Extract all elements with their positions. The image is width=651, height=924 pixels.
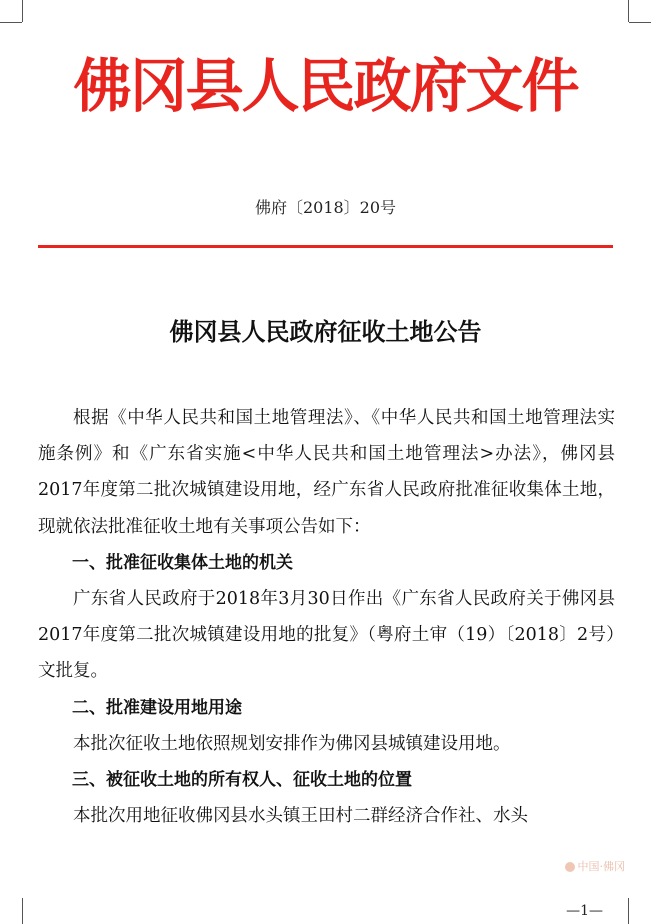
notice-body: [38, 400, 615, 834]
document-header-title: 佛冈县人民政府文件: [73, 52, 578, 120]
section-heading-approval-authority: 一、批准征收集体土地的机关: [72, 552, 293, 573]
crop-mark-bottom-left: [22, 898, 23, 924]
document-number: 佛府〔2018〕20号: [254, 198, 397, 217]
crop-mark-top-left-horizontal: [0, 22, 22, 23]
crop-mark-top-left-vertical: [22, 0, 23, 22]
approval-paragraph: 广东省人民政府于2018年3月30日作出《广东省人民政府关于佛冈县2017年度第二批次城镇建设用地的批复》（粤府土审（19）〔2018〕2号）文批复。: [38, 589, 615, 682]
crop-mark-bottom-right: [628, 898, 629, 924]
intro-paragraph: 根据《中华人民共和国土地管理法》、《中华人民共和国土地管理法实施条例》和《广东省实施<中华人民共和国土地管理法>办法》，佛冈县2017年度第二批次城镇建设用地，经广东省人民政府批准征收集体土地，现就依法批准征收土地有关事项公告如下：: [38, 408, 615, 537]
page-number: —1—: [566, 903, 603, 919]
red-divider-line: [38, 245, 613, 248]
crop-mark-top-right-vertical: [628, 0, 629, 22]
section-heading-owners-location: 三、被征收土地的所有权人、征收土地的位置: [72, 770, 412, 791]
crop-mark-top-right-horizontal: [629, 22, 651, 23]
watermark-logo-icon: [565, 862, 575, 872]
land-use-paragraph: 本批次征收土地依照规划安排作为佛冈县城镇建设用地。: [73, 733, 511, 754]
owners-location-paragraph: 本批次用地征收佛冈县水头镇王田村二群经济合作社、水头: [73, 806, 528, 827]
watermark-text: 中国·佛冈: [577, 860, 625, 873]
section-heading-land-use: 二、批准建设用地用途: [72, 697, 242, 718]
notice-title: 佛冈县人民政府征收土地公告: [169, 317, 482, 346]
watermark: [565, 858, 626, 874]
